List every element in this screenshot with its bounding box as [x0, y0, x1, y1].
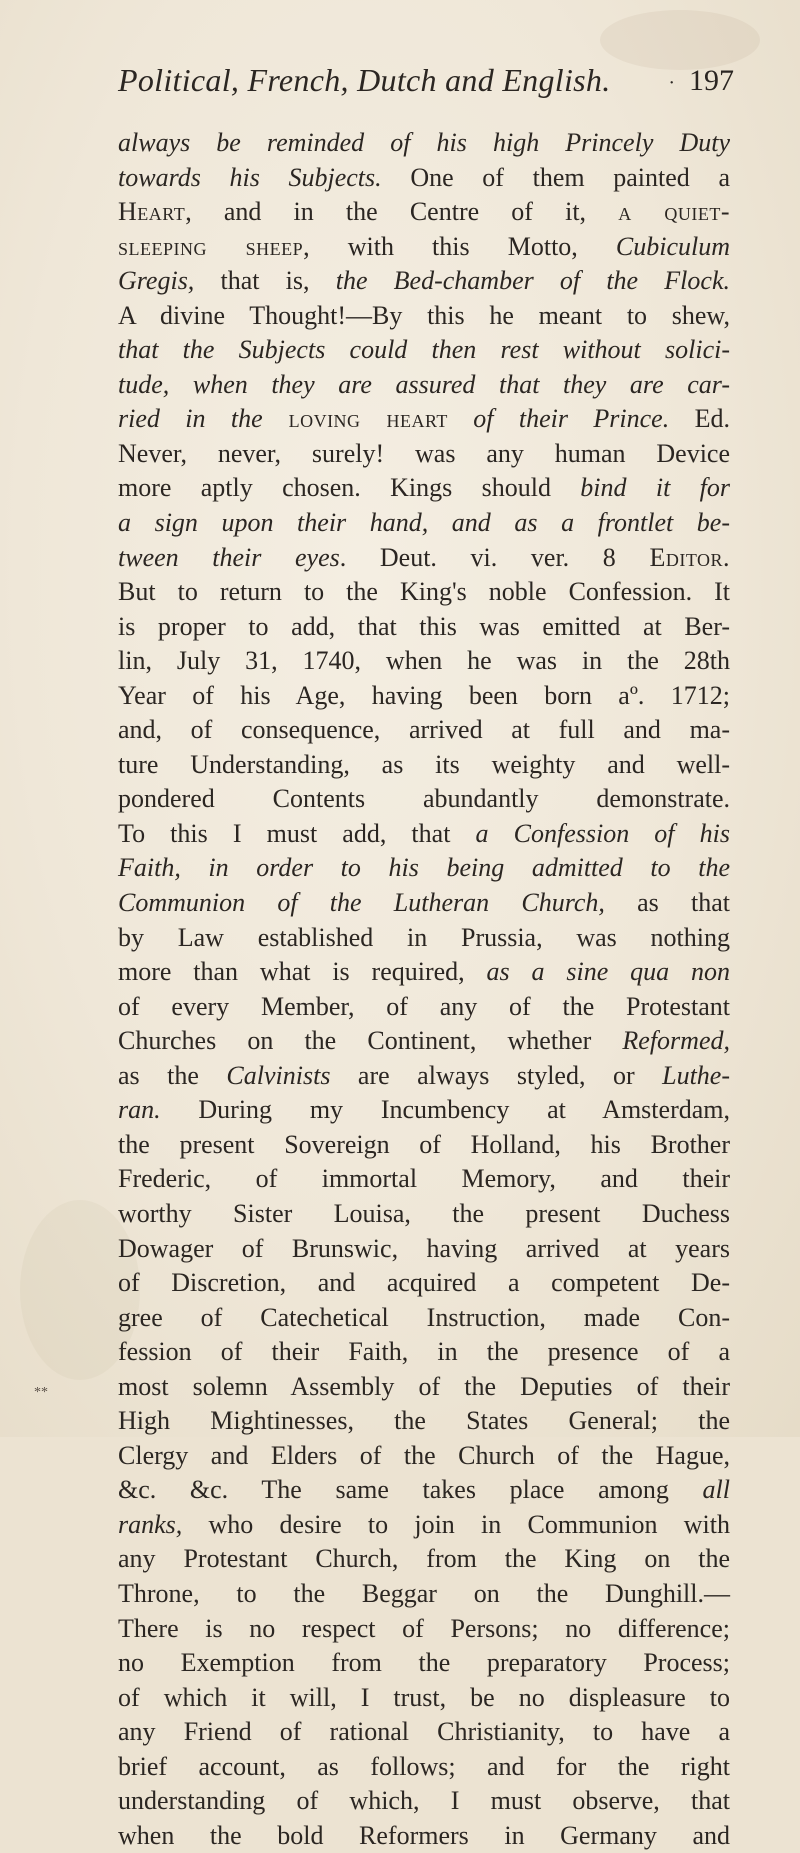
text-line: [118, 713, 730, 748]
text-line: [118, 1128, 730, 1163]
text-run: ranks,: [118, 1509, 183, 1539]
text-run: Calvinists: [226, 1060, 331, 1090]
text-line: [118, 402, 730, 437]
text-run: . Deut. vi. ver. 8: [339, 542, 650, 572]
text-run: There is no respect of Persons; no difference;: [118, 1613, 730, 1643]
text-run: ture Understanding, as its weighty and well-: [118, 749, 730, 779]
text-line: [118, 1715, 730, 1750]
text-run: by Law established in Prussia, was nothing: [118, 922, 730, 952]
text-line: [118, 1059, 730, 1094]
text-run: more aptly chosen. Kings should: [118, 473, 581, 503]
text-run: of every Member, of any of the Protestant: [118, 991, 730, 1021]
text-line: [118, 851, 730, 886]
text-run: tude, when they are assured that they are car-: [118, 369, 730, 399]
text-line: [118, 921, 730, 956]
text-line: [118, 955, 730, 990]
text-line: [118, 748, 730, 783]
text-line: [118, 575, 730, 610]
text-line: [118, 1612, 730, 1647]
text-run: worthy Sister Louisa, the present Duchess: [118, 1198, 730, 1228]
text-line: [118, 1301, 730, 1336]
text-line: [118, 1542, 730, 1577]
text-run: Year of his Age, having been born aº. 1712;: [118, 680, 730, 710]
text-run: of Discretion, and acquired a competent De-: [118, 1268, 730, 1298]
text-run: who desire to join in Communion with: [182, 1509, 730, 1539]
text-run: when the bold Reformers in Germany and: [118, 1820, 730, 1850]
text-line: [118, 541, 730, 576]
text-run: tween their eyes: [118, 542, 340, 572]
page-number-value: 197: [689, 64, 734, 97]
text-run: as a sine qua non: [486, 957, 731, 987]
text-line: [118, 1508, 730, 1543]
text-run: as that: [604, 888, 730, 918]
text-line: [118, 610, 730, 645]
text-line: [118, 299, 730, 334]
text-run: Reformed,: [622, 1026, 730, 1056]
text-line: [118, 817, 730, 852]
text-run: ran.: [118, 1095, 161, 1125]
body-text: [118, 126, 730, 1853]
text-run: any Protestant Church, from the King on the: [118, 1544, 730, 1574]
text-run: One of them painted a: [381, 162, 731, 192]
text-line: [118, 1819, 730, 1853]
text-line: [118, 195, 730, 230]
text-line: [118, 644, 730, 679]
text-line: [118, 1404, 730, 1439]
text-run: loving heart: [262, 404, 448, 434]
text-run: Frederic, of immortal Memory, and their: [118, 1164, 730, 1194]
text-run: Luthe-: [662, 1060, 731, 1090]
paper-stain: [600, 10, 760, 70]
text-run: and, of consequence, arrived at full and ma-: [118, 715, 730, 745]
text-line: [118, 1370, 730, 1405]
text-run: that the Subjects could then rest without solici-: [118, 335, 730, 365]
text-line: [118, 1473, 730, 1508]
text-run: all: [702, 1475, 730, 1505]
text-line: [118, 506, 730, 541]
text-run: any Friend of rational Christianity, to have a: [118, 1717, 730, 1747]
text-line: [118, 886, 730, 921]
running-head: Political, French, Dutch and English.: [118, 62, 611, 98]
text-run: Editor.: [649, 542, 730, 572]
text-run: Heart: [118, 197, 186, 227]
text-line: [118, 1577, 730, 1612]
text-line: [118, 368, 730, 403]
text-run: Gregis,: [118, 266, 195, 296]
text-run: , and in the Centre of it,: [185, 197, 619, 227]
text-line: [118, 1093, 730, 1128]
text-run: gree of Catechetical Instruction, made Con-: [118, 1302, 730, 1332]
text-run: are always styled, or: [330, 1060, 663, 1090]
text-line: [118, 1197, 730, 1232]
text-line: [118, 161, 730, 196]
header-separator: ·: [668, 71, 675, 94]
text-run: understanding of which, I must observe, that: [118, 1786, 730, 1816]
text-run: a Confession of his: [475, 818, 730, 848]
text-run: the Bed-chamber of the Flock.: [335, 266, 730, 296]
text-run: Faith, in order to his being admitted to the: [118, 853, 730, 883]
text-run: is proper to add, that this was emitted at Ber-: [118, 611, 730, 641]
text-run: Never, never, surely! was any human Device: [118, 438, 730, 468]
text-run: most solemn Assembly of the Deputies of their: [118, 1371, 730, 1401]
text-run: To this I must add, that: [118, 818, 476, 848]
text-line: [118, 1335, 730, 1370]
text-line: [118, 126, 730, 161]
text-run: Communion of the Lutheran Church,: [118, 888, 605, 918]
text-run: sleeping sheep: [118, 231, 304, 261]
text-line: [118, 1162, 730, 1197]
text-line: [118, 333, 730, 368]
text-run: During my Incumbency at Amsterdam,: [160, 1095, 730, 1125]
text-line: [118, 1024, 730, 1059]
text-run: a quiet-: [618, 197, 731, 227]
text-run: of their Prince.: [447, 404, 670, 434]
text-run: always be reminded of his high Princely Duty: [118, 128, 730, 157]
page-header: [118, 62, 734, 110]
page-number: [668, 64, 734, 98]
text-run: brief account, as follows; and for the right: [118, 1751, 730, 1781]
text-run: as the: [118, 1060, 227, 1090]
text-line: [118, 230, 730, 265]
text-line: [118, 679, 730, 714]
text-run: &c. &c. The same takes place among: [118, 1475, 703, 1505]
text-line: [118, 437, 730, 472]
text-run: Dowager of Brunswic, having arrived at years: [118, 1233, 730, 1263]
text-run: A divine Thought!—By this he meant to shew,: [118, 300, 730, 330]
text-run: High Mightinesses, the States General; the: [118, 1406, 730, 1436]
text-line: [118, 471, 730, 506]
text-run: lin, July 31, 1740, when he was in the 28th: [118, 646, 730, 676]
text-line: [118, 1439, 730, 1474]
text-line: [118, 1784, 730, 1819]
text-run: Ed.: [669, 404, 730, 434]
text-run: ried in the: [118, 404, 263, 434]
text-run: more than what is required,: [118, 957, 487, 987]
catchmark: **: [34, 1385, 48, 1400]
text-run: But to return to the King's noble Confession. It: [118, 577, 730, 607]
text-run: Clergy and Elders of the Church of the Hague,: [118, 1440, 730, 1470]
text-line: [118, 1681, 730, 1716]
text-line: [118, 1646, 730, 1681]
text-run: no Exemption from the preparatory Process;: [118, 1648, 730, 1678]
text-run: pondered Contents abundantly demonstrate.: [118, 784, 730, 814]
text-line: [118, 1232, 730, 1267]
text-run: a sign upon their hand, and as a frontlet be-: [118, 508, 730, 538]
text-run: , with this Motto,: [303, 231, 616, 261]
text-run: Throne, to the Beggar on the Dunghill.—: [118, 1578, 730, 1608]
text-run: fession of their Faith, in the presence of a: [118, 1337, 730, 1367]
text-line: [118, 264, 730, 299]
text-run: bind it for: [580, 473, 730, 503]
text-line: [118, 782, 730, 817]
text-run: towards his Subjects.: [118, 162, 382, 192]
text-run: the present Sovereign of Holland, his Brother: [118, 1129, 730, 1159]
text-run: that is,: [194, 266, 336, 296]
text-run: of which it will, I trust, be no displeasure to: [118, 1682, 730, 1712]
text-run: Churches on the Continent, whether: [118, 1026, 623, 1056]
text-line: [118, 1266, 730, 1301]
text-run: Cubiculum: [615, 231, 731, 261]
text-line: [118, 990, 730, 1025]
text-line: [118, 1750, 730, 1785]
